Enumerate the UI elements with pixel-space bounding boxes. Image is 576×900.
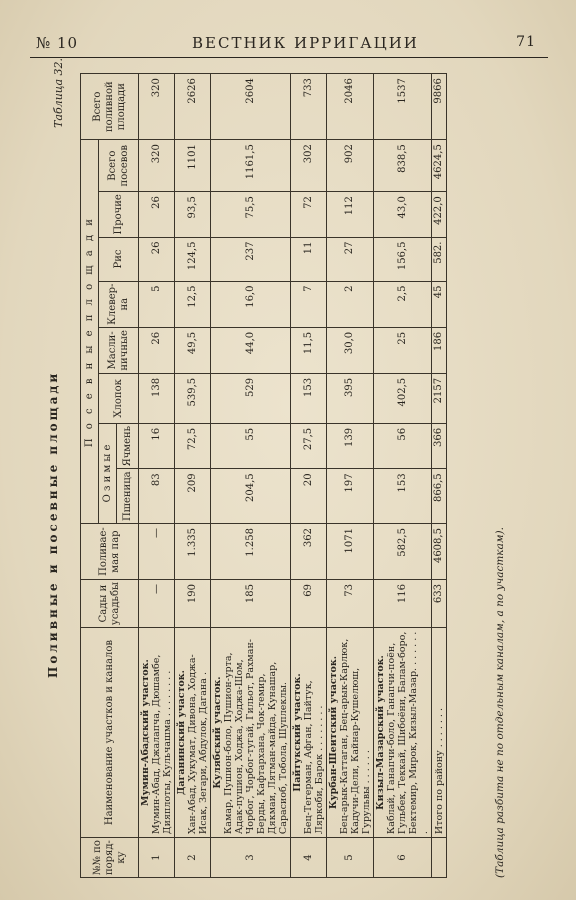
cell-other: 422,0 (432, 192, 447, 237)
cell-other: 112 (327, 192, 374, 237)
cell-total-irrigated: 9866 (432, 74, 447, 140)
cell-gardens: 633 (432, 580, 447, 628)
cell-total-sown: 1161,5 (211, 140, 291, 192)
table-row (139, 74, 175, 878)
cell-gardens: 190 (175, 580, 211, 628)
cell-gardens: — (139, 580, 175, 628)
col-header-rice: Рис (99, 237, 139, 281)
col-header-flax: Масли-ничные (99, 327, 139, 373)
total-row (432, 74, 447, 878)
row-name (175, 628, 211, 838)
cell-barley: 16 (139, 423, 175, 469)
canal-list: Каблай, Ганапчи-боло, Ганапчи-поён, Гульбек, Теккай, Шибоёни, Балам-боро, Бектемир, Мирок, Кизыл-Мазар. . . . . . . . (386, 631, 430, 835)
cell-rice: 11 (291, 237, 327, 281)
canal-list: Камар, Пушион-боло, Пушион-урта, Адак-пушион, Ходжа, Ходжа-Шом, Чорбог, Чорбог-тугай, Гильот, Рахман-Берды, Кафтархана, Чок-темир, Дякмаи, Лятман-майда, Кунашар, Сарасиоб, Тобола, Шуплеклы. (223, 638, 289, 835)
cell-total-irrigated: 1537 (374, 74, 432, 140)
cell-other: 26 (139, 192, 175, 237)
cell-clover: 45 (432, 281, 447, 327)
cell-rice: 156,5 (374, 237, 432, 281)
cell-irrigated: 4608,5 (432, 524, 447, 580)
table-caption: Поливные и посевные площади (46, 370, 60, 678)
cell-rice: 582. (432, 237, 447, 281)
cell-other: 75,5 (211, 192, 291, 237)
cell-total-sown: 320 (139, 140, 175, 192)
table-row (291, 74, 327, 878)
col-header-no: №№ по поряд-ку (81, 838, 139, 878)
cell-barley: 72,5 (175, 423, 211, 469)
table-row (175, 74, 211, 878)
cell-cotton: 402,5 (374, 373, 432, 423)
row-no: 3 (211, 838, 291, 878)
cell-total-irrigated: 320 (139, 74, 175, 140)
table-reference: Таблица 32. (52, 58, 65, 128)
cell-cotton: 529 (211, 373, 291, 423)
col-header-other: Прочие (99, 192, 139, 237)
row-no: 4 (291, 838, 327, 878)
cell-irrigated: — (139, 524, 175, 580)
cell-total-sown: 302 (291, 140, 327, 192)
cell-barley: 139 (327, 423, 374, 469)
col-header-name: Наименование участков и каналов (81, 628, 139, 838)
cell-barley: 366 (432, 423, 447, 469)
cell-barley: 27,5 (291, 423, 327, 469)
cell-rice: 27 (327, 237, 374, 281)
cell-clover: 16,0 (211, 281, 291, 327)
col-header-irrigated: Поливае-мая пар (81, 524, 139, 580)
cell-gardens: 73 (327, 580, 374, 628)
page-number: 71 (516, 34, 536, 50)
issue-number: № 10 (36, 34, 79, 52)
row-no: 1 (139, 838, 175, 878)
row-name (139, 628, 175, 838)
cell-flax: 26 (139, 327, 175, 373)
cell-irrigated: 1.335 (175, 524, 211, 580)
cell-gardens: 185 (211, 580, 291, 628)
cell-total-sown: 1101 (175, 140, 211, 192)
cell-wheat: 866,5 (432, 469, 447, 524)
cell-total-irrigated: 2046 (327, 74, 374, 140)
row-name (291, 628, 327, 838)
table-row (374, 74, 432, 878)
canal-list: Мумин-Абад, Джалапча, Дюшамбе, Дияплоты, Кульчашма . . . . . . . . (151, 654, 173, 835)
table-footnote: (Таблица разбита не по отдельным каналам, а по участкам). (494, 527, 506, 878)
cell-flax: 11,5 (291, 327, 327, 373)
cell-cotton: 539,5 (175, 373, 211, 423)
canal-list: Бец-Тегерман, Афган, Пайтук, Ляркоби, Барок . . . . . . . . (303, 680, 325, 835)
table-row (211, 74, 291, 878)
journal-title: ВЕСТНИК ИРРИГАЦИИ (192, 34, 419, 52)
col-header-sown-group: П о с е в н ы е п л о щ а д и (81, 140, 99, 524)
cell-rice: 237 (211, 237, 291, 281)
cell-cotton: 153 (291, 373, 327, 423)
section-title: Кизыл-Мазарский участок. (375, 655, 386, 810)
row-no: 6 (374, 838, 432, 878)
table-row (327, 74, 374, 878)
cell-irrigated: 1071 (327, 524, 374, 580)
cell-irrigated: 582,5 (374, 524, 432, 580)
cell-irrigated: 1.258 (211, 524, 291, 580)
cell-total-irrigated: 2626 (175, 74, 211, 140)
cell-other: 43,0 (374, 192, 432, 237)
row-name (374, 628, 432, 838)
row-name (211, 628, 291, 838)
cell-cotton: 2157 (432, 373, 447, 423)
cell-flax: 30,0 (327, 327, 374, 373)
cell-rice: 26 (139, 237, 175, 281)
row-no: 5 (327, 838, 374, 878)
cell-cotton: 395 (327, 373, 374, 423)
section-title: Даганинский участок. (176, 670, 187, 796)
cell-wheat: 197 (327, 469, 374, 524)
cell-other: 93,5 (175, 192, 211, 237)
cell-irrigated: 362 (291, 524, 327, 580)
cell-flax: 44,0 (211, 327, 291, 373)
cell-gardens: 69 (291, 580, 327, 628)
cell-barley: 55 (211, 423, 291, 469)
cell-cotton: 138 (139, 373, 175, 423)
col-header-barley: Ячмень (117, 423, 139, 469)
cell-flax: 49,5 (175, 327, 211, 373)
total-label: Итого по району . . . . . . . (432, 628, 447, 838)
cell-clover: 2,5 (374, 281, 432, 327)
col-header-gardens: Сады и усадьбы (81, 580, 139, 628)
cell-flax: 25 (374, 327, 432, 373)
canal-list: Бец-арык-Каттаган, Бец-арык-Карлюк, Кадучи-Дели, Кайнар-Кушелюш, Гурульвы . . . . . . (339, 638, 372, 835)
cell-clover: 7 (291, 281, 327, 327)
cell-total-irrigated: 2604 (211, 74, 291, 140)
section-title: Пайтукский участок. (292, 673, 303, 792)
cell-rice: 124,5 (175, 237, 211, 281)
col-header-clover: Клевер-на (99, 281, 139, 327)
cell-wheat: 20 (291, 469, 327, 524)
cell-barley: 56 (374, 423, 432, 469)
col-header-cotton: Хлопок (99, 373, 139, 423)
cell-wheat: 83 (139, 469, 175, 524)
cell-clover: 2 (327, 281, 374, 327)
col-header-total-irrigated: Всего поливной площади (81, 74, 139, 140)
col-header-total-sown: Всего посевов (99, 140, 139, 192)
row-no (432, 838, 447, 878)
rotated-table-block (42, 58, 512, 878)
canal-list: Хан-Абад, Хукумат, Дивона, Ходжа-Исак, Зегари, Абдулок, Дагана . (187, 654, 209, 835)
row-name (327, 628, 374, 838)
section-title: Кулябский участок. (212, 676, 223, 789)
row-no: 2 (175, 838, 211, 878)
cell-total-sown: 4624,5 (432, 140, 447, 192)
cell-total-sown: 838,5 (374, 140, 432, 192)
cell-wheat: 153 (374, 469, 432, 524)
cell-total-sown: 902 (327, 140, 374, 192)
section-title: Курбан-Шеитский участок. (328, 655, 339, 810)
cell-flax: 186 (432, 327, 447, 373)
cell-clover: 12,5 (175, 281, 211, 327)
cell-clover: 5 (139, 281, 175, 327)
cell-wheat: 204,5 (211, 469, 291, 524)
cell-total-irrigated: 733 (291, 74, 327, 140)
cell-wheat: 209 (175, 469, 211, 524)
cell-other: 72 (291, 192, 327, 237)
col-header-winter: О з и м ы е (99, 423, 117, 523)
section-title: Мумин-Абадский участок. (140, 659, 151, 806)
irrigation-table (80, 73, 447, 878)
cell-gardens: 116 (374, 580, 432, 628)
col-header-wheat: Пшеница (117, 469, 139, 524)
